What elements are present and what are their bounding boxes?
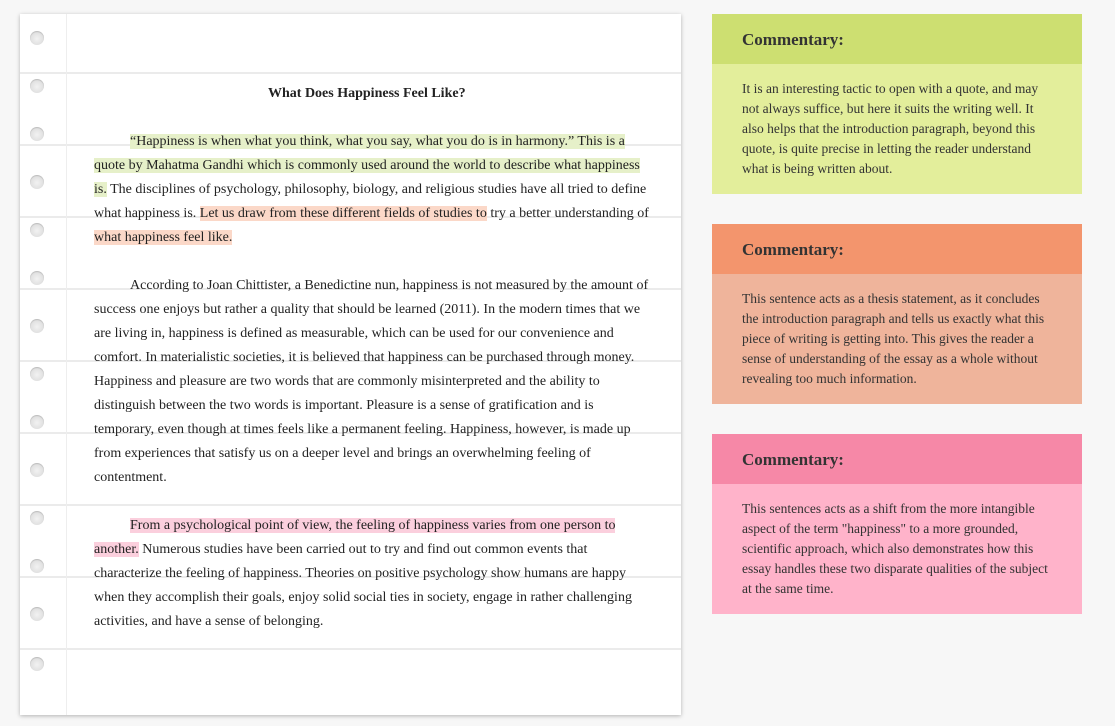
paragraph-text: try a better understanding of [486,206,649,221]
binder-hole [30,559,44,573]
binder-hole [30,31,44,45]
essay-paragraph-body: According to Joan Chittister, a Benedictine nun, happiness is not measured by the amount of success one enjoys but rather a quality that should be learned (2011). In the modern times that we are living in, happiness is defined as measurable, which can be used for our convenience and comfort. In materialistic societies, it is believed that happiness can be purchased through money. Happiness and pleasure are two words that are commonly misinterpreted and the ability to distinguish between the two words is important. Pleasure is a sense of gratification and is temporary, even though at times feels like a permanent feeling. Happiness, however, is made up from experiences that satisfy us on a deeper level and brings an overwhelming feeling of contentment. [94,278,649,485]
commentary-heading: Commentary: [712,14,1082,64]
binder-hole [30,511,44,525]
highlight-quote[interactable]: “Happiness is when what you think, what you say, what you do is in harmony.” This is a quote by Mahatma Gandhi which is commonly used around the world to describe what happiness is. [94,134,640,197]
paragraph-text: Numerous studies have been carried out to try and find out common events that characterize the feeling of happiness. Theories on positive psychology show humans are happy when they accomplish their goals, enjoy solid social ties in society, engage in rather challenging activities, and have a sense of belonging. [94,542,632,629]
binder-hole [30,175,44,189]
commentary-heading: Commentary: [712,224,1082,274]
binder-hole [30,657,44,671]
binder-hole [30,319,44,333]
binder-hole [30,415,44,429]
notebook-paper [20,14,681,715]
highlight-thesis-end[interactable]: what happiness feel like. [94,230,233,245]
essay-paragraph-psychology [94,514,654,634]
commentary-heading: Commentary: [712,434,1082,484]
binder-hole [30,463,44,477]
commentary-card-thesis [712,224,1082,404]
essay-body [94,82,654,634]
binder-hole [30,607,44,621]
commentary-text: This sentence acts as a thesis statement, as it concludes the introduction paragraph and tells us exactly what this piece of writing is getting into. This gives the reader a sense of understanding of the essay as a whole without revealing too much information. [712,274,1082,404]
commentary-text: This sentences acts as a shift from the more intangible aspect of the term "happiness" to a more grounded, scientific approach, which also demonstrates how this essay handles these two disparate qualities of the subject at the same time. [712,484,1082,614]
commentary-card-shift [712,434,1082,614]
binder-hole [30,367,44,381]
paragraph-text: The disciplines of psychology, philosophy, biology, and religious studies have all tried to define what happiness is. [94,182,647,221]
margin-line [66,14,67,715]
binder-hole [30,127,44,141]
binder-hole [30,271,44,285]
highlight-shift[interactable]: From a psychological point of view, the feeling of happiness varies from one person to another. [94,518,616,557]
commentary-card-quote [712,14,1082,194]
essay-paragraph-intro [94,130,654,250]
binder-hole [30,79,44,93]
commentary-text: It is an interesting tactic to open with a quote, and may not always suffice, but here it suits the writing well. It also helps that the introduction paragraph, beyond this quote, is quite precise in letting the reader understand what is being written about. [712,64,1082,194]
essay-title: What Does Happiness Feel Like? [268,86,466,101]
binder-hole [30,223,44,237]
highlight-thesis[interactable]: Let us draw from these different fields of studies to [199,206,487,221]
